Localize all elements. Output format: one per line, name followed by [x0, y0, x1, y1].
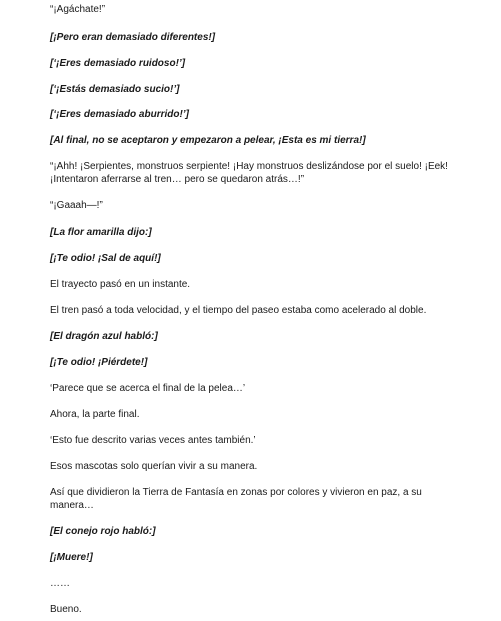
paragraph-1: “¡Agáchate!” [50, 4, 106, 15]
paragraph-4: [‘¡Estás demasiado sucio!’] [50, 84, 180, 95]
paragraph-6: [Al final, no se aceptaron y empezaron a pelear, ¡Esta es mi tierra!] [50, 135, 366, 146]
paragraph-17: ‘Esto fue descrito varias veces antes también.’ [50, 435, 256, 446]
paragraph-15: ‘Parece que se acerca el final de la pelea…’ [50, 383, 246, 394]
paragraph-16: Ahora, la parte final. [50, 409, 140, 420]
paragraph-19: Así que dividieron la Tierra de Fantasía en zonas por colores y vivieron en paz, a su manera… [50, 487, 422, 511]
paragraph-11: El trayecto pasó en un instante. [50, 279, 191, 290]
paragraph-9: [La flor amarilla dijo:] [50, 227, 152, 238]
paragraph-13: [El dragón azul habló:] [50, 331, 158, 342]
paragraph-20: [El conejo rojo habló:] [50, 526, 156, 537]
paragraph-3: [‘¡Eres demasiado ruidoso!’] [50, 58, 186, 69]
paragraph-2: [¡Pero eran demasiado diferentes!] [50, 32, 216, 43]
paragraph-8: “¡Gaaah—!” [50, 200, 103, 211]
paragraph-21: [¡Muere!] [50, 552, 93, 563]
paragraph-10: [¡Te odio! ¡Sal de aquí!] [50, 253, 161, 264]
paragraph-14: [¡Te odio! ¡Piérdete!] [50, 357, 148, 368]
paragraph-12: El tren pasó a toda velocidad, y el tiempo del paseo estaba como acelerado al doble. [50, 305, 427, 316]
paragraph-5: [‘¡Eres demasiado aburrido!’] [50, 109, 189, 120]
paragraph-22: …… [50, 578, 70, 589]
paragraph-7: “¡Ahh! ¡Serpientes, monstruos serpiente! ¡Hay monstruos deslizándose por el suelo! ¡Eek! ¡Intentaron aferrarse al tren… pero se quedaron atrás…!” [50, 161, 448, 185]
paragraph-18: Esos mascotas solo querían vivir a su manera. [50, 461, 258, 472]
paragraph-23: Bueno. [50, 604, 82, 615]
